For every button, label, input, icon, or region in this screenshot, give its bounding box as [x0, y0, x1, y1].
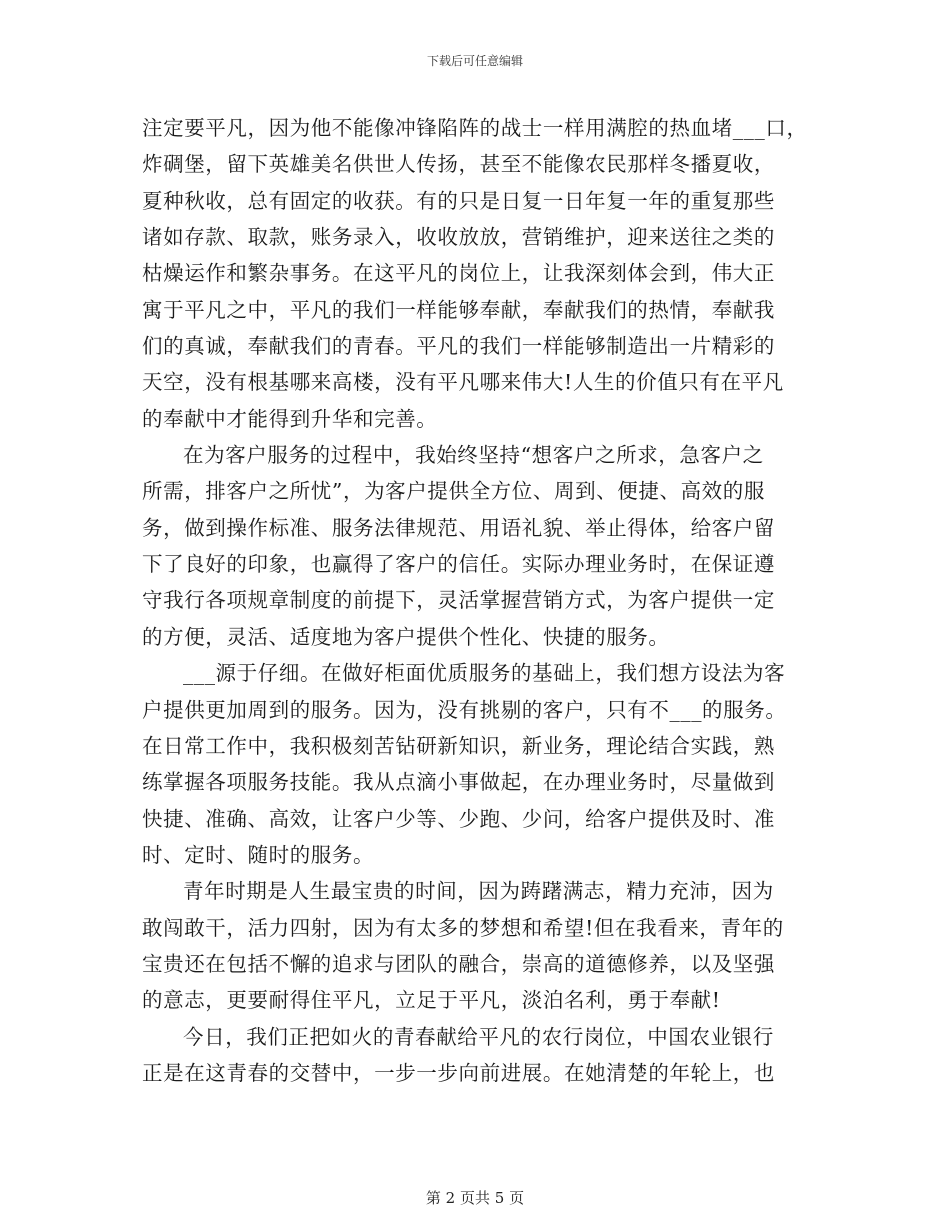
text-line: 在为客户服务的过程中，我始终坚持“想客户之所求，急客户之	[183, 443, 764, 468]
text-line: ___源于仔细。在做好柜面优质服务的基础上，我们想方设法为客	[183, 661, 786, 686]
text-line: 快捷、准确、高效，让客户少等、少跑、少问，给客户提供及时、准	[142, 806, 775, 831]
text-line: 的意志，更要耐得住平凡，立足于平凡，淡泊名利，勇于奉献!	[142, 988, 721, 1013]
text-line: 练掌握各项服务技能。我从点滴小事做起，在办理业务时，尽量做到	[142, 770, 775, 795]
text-line: 炸碉堡，留下英雄美名供世人传扬，甚至不能像农民那样冬播夏收，	[142, 152, 775, 177]
page-number: 第 2 页共 5 页	[425, 1189, 525, 1207]
text-line: 诸如存款、取款，账务录入，收收放放，营销维护，迎来送往之类的	[142, 225, 775, 250]
text-line: 今日，我们正把如火的青春献给平凡的农行岗位，中国农业银行	[183, 1024, 774, 1049]
text-line: 户提供更加周到的服务。因为，没有挑剔的客户，只有不___的服务。	[142, 697, 787, 722]
text-line: 天空，没有根基哪来高楼，没有平凡哪来伟大!人生的价值只有在平凡	[142, 370, 784, 395]
text-line: 所需，排客户之所忧”，为客户提供全方位、周到、便捷、高效的服	[142, 479, 765, 504]
text-line: 的方便，灵活、适度地为客户提供个性化、快捷的服务。	[142, 624, 670, 649]
text-line: 们的真诚，奉献我们的青春。平凡的我们一样能够制造出一片精彩的	[142, 334, 775, 359]
text-line: 夏种秋收，总有固定的收获。有的只是日复一日年复一年的重复那些	[142, 188, 775, 213]
text-line: 敢闯敢干，活力四射，因为有太多的梦想和希望!但在我看来，青年的	[142, 915, 784, 940]
text-line: 在日常工作中，我积极刻苦钻研新知识，新业务，理论结合实践，熟	[142, 733, 775, 758]
text-line: 枯燥运作和繁杂事务。在这平凡的岗位上，让我深刻体会到，伟大正	[142, 261, 775, 286]
text-line: 寓于平凡之中，平凡的我们一样能够奉献，奉献我们的热情，奉献我	[142, 297, 775, 322]
page-header: 下载后可任意编辑	[426, 54, 523, 68]
text-line: 下了良好的印象，也赢得了客户的信任。实际办理业务时，在保证遵	[142, 552, 775, 577]
text-line: 守我行各项规章制度的前提下，灵活掌握营销方式，为客户提供一定	[142, 588, 775, 613]
text-line: 注定要平凡，因为他不能像冲锋陷阵的战士一样用满腔的热血堵___口，	[142, 116, 808, 140]
text-line: 青年时期是人生最宝贵的时间，因为踌躇满志，精力充沛，因为	[183, 879, 774, 904]
text-line: 时、定时、随时的服务。	[142, 842, 375, 867]
text-line: 宝贵还在包括不懈的追求与团队的融合，崇高的道德修养，以及坚强	[142, 951, 775, 976]
text-line: 正是在这青春的交替中，一步一步向前进展。在她清楚的年轮上，也	[142, 1060, 775, 1085]
text-line: 务，做到操作标准、服务法律规范、用语礼貌、举止得体，给客户留	[142, 515, 775, 540]
document-body	[142, 110, 817, 1091]
text-line: 的奉献中才能得到升华和完善。	[142, 406, 438, 431]
